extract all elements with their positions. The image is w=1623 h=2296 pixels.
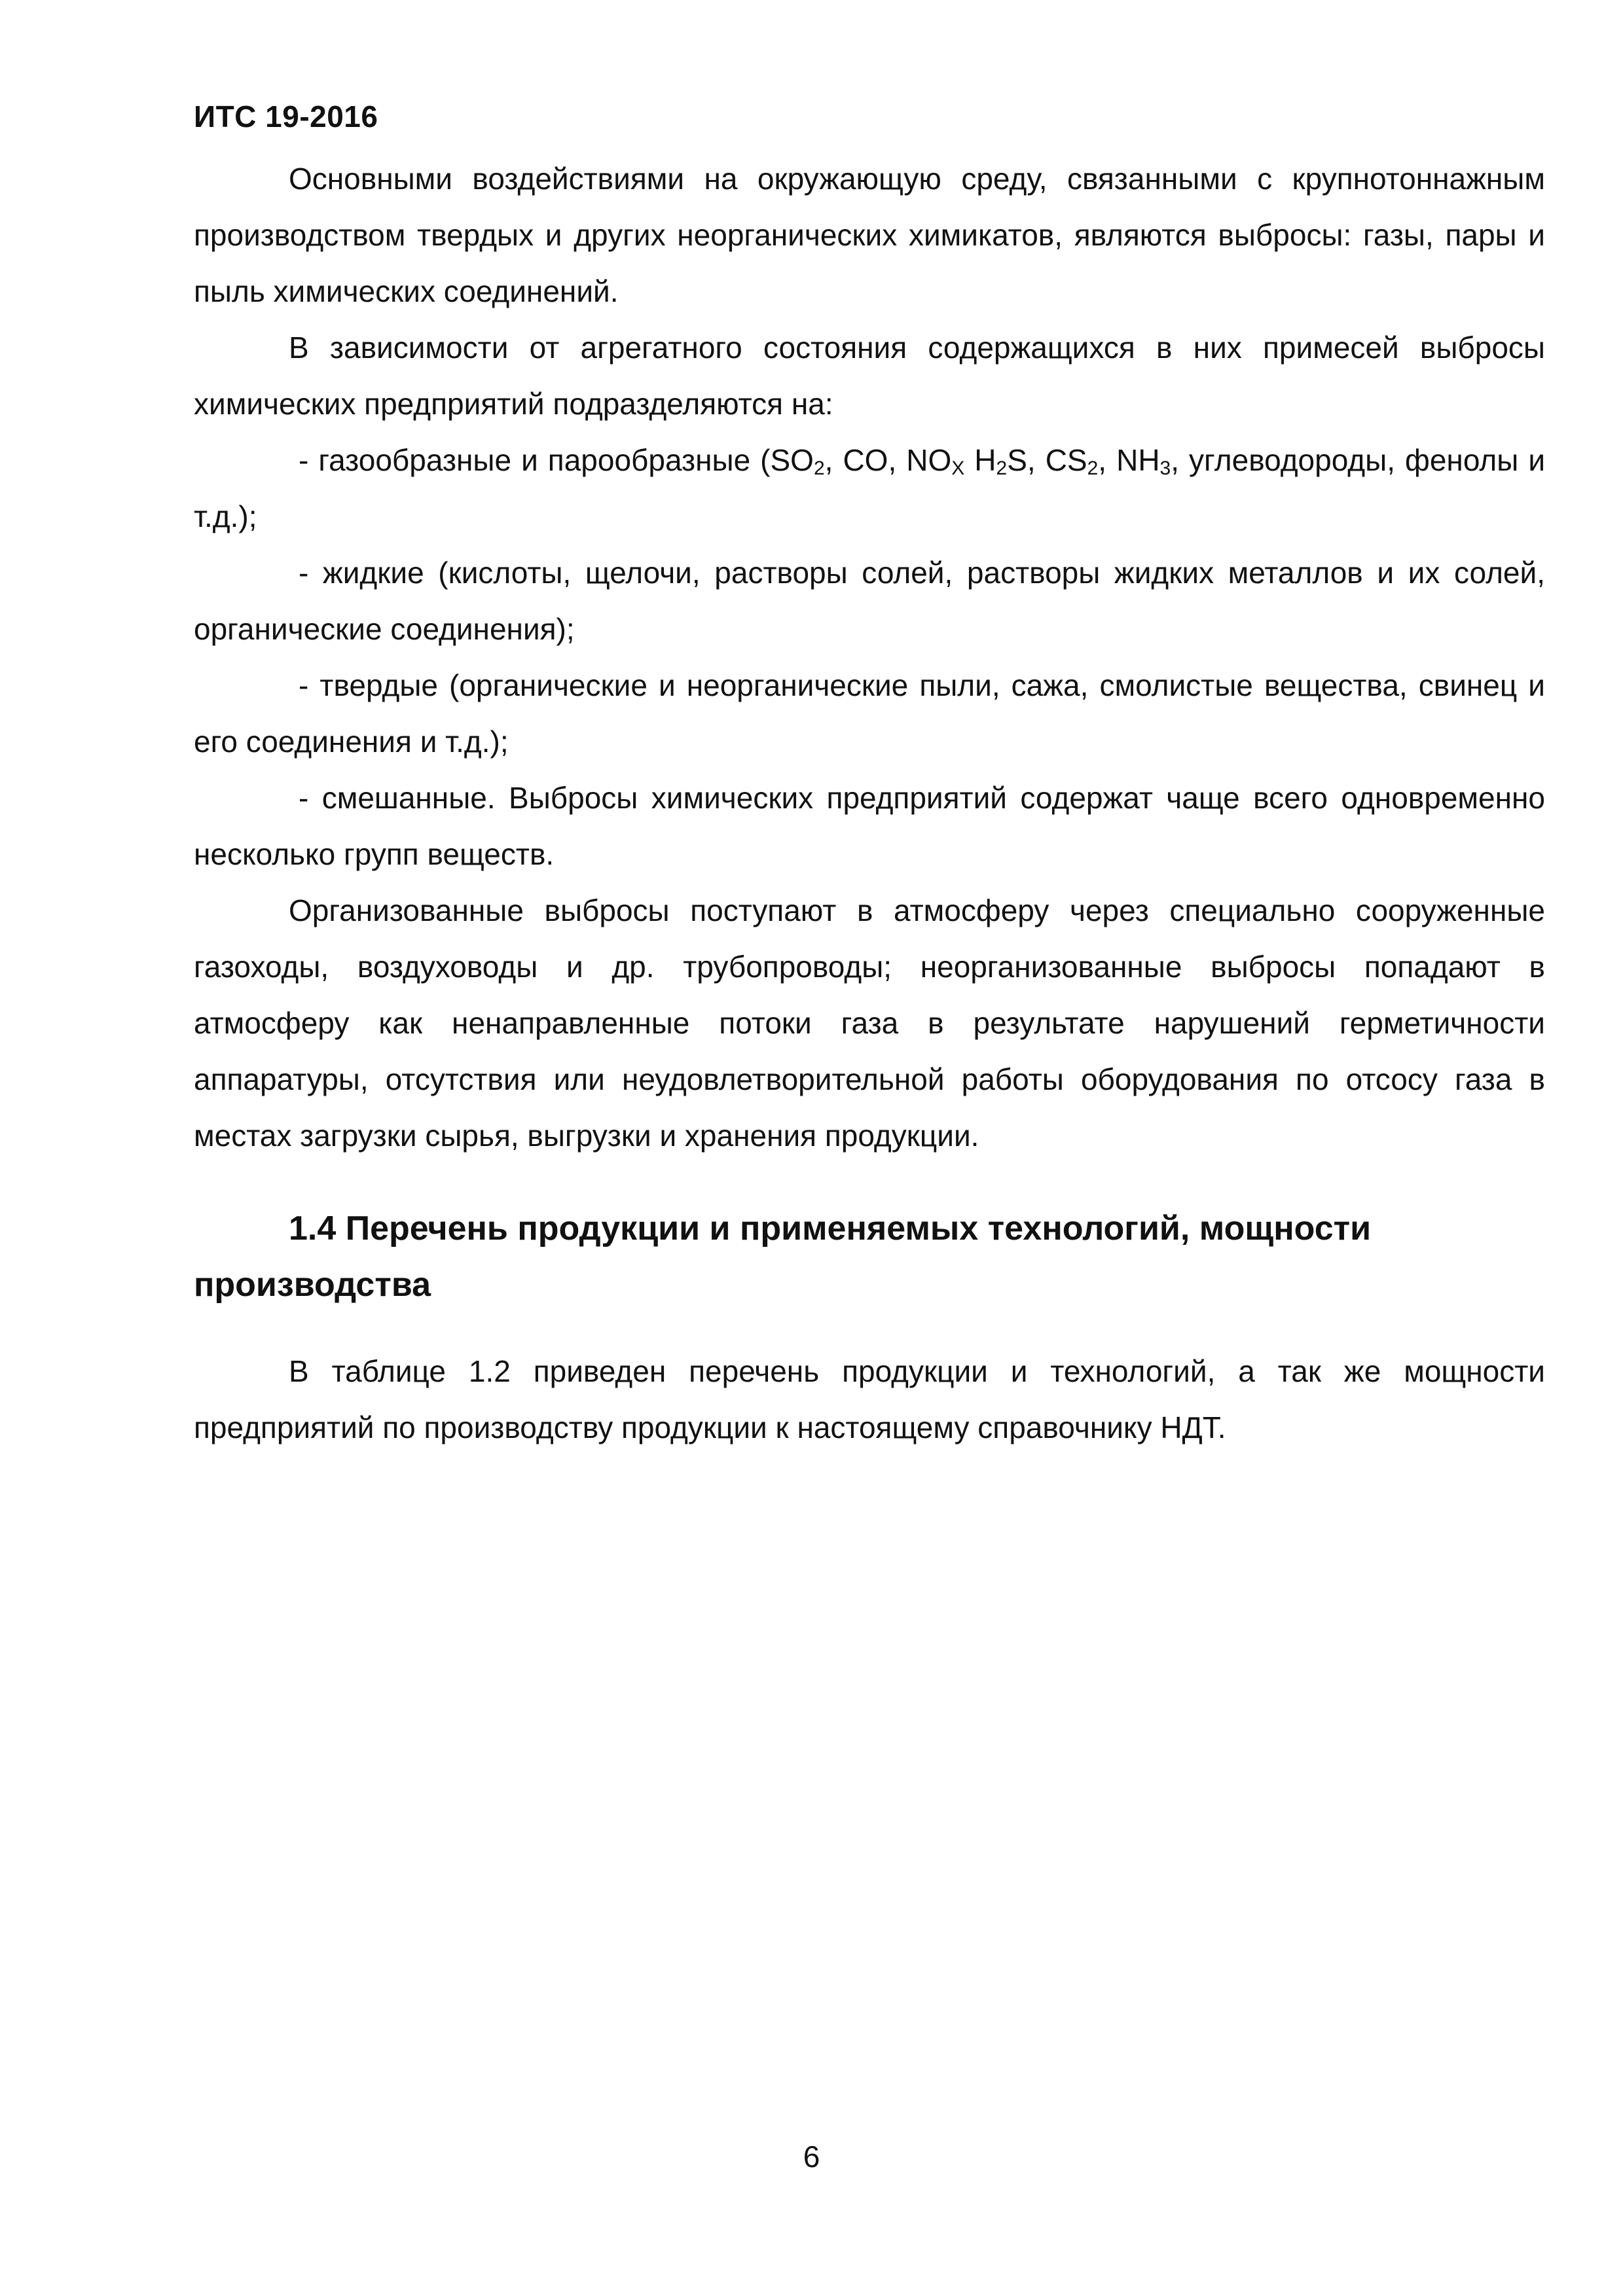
document-body (194, 151, 1545, 1456)
list-item-gaseous (194, 432, 1545, 545)
subscript-nox: X (951, 457, 965, 479)
subscript-nh3: 3 (1159, 457, 1171, 479)
subscript-so2: 2 (813, 457, 825, 479)
list-item-gaseous-text-a: - газообразные и парообразные (SO (299, 443, 814, 477)
list-item-gaseous-text-c: H (964, 443, 996, 477)
list-item-gaseous-text-e: , NH (1098, 443, 1160, 477)
list-item-gaseous-text-d: S, CS (1007, 443, 1087, 477)
list-item-mixed: - смешанные. Выбросы химических предприятий содержат чаще всего одновременно несколько групп веществ. (194, 781, 1545, 871)
subscript-h2s: 2 (996, 457, 1008, 479)
subscript-cs2: 2 (1087, 457, 1099, 479)
document-code-header: ИТС 19-2016 (194, 99, 378, 134)
paragraph-classification: В зависимости от агрегатного состояния содержащихся в них примесей выбросы химических предприятий подразделяются на: (194, 331, 1545, 421)
list-item-liquid: - жидкие (кислоты, щелочи, растворы солей, растворы жидких металлов и их солей, органические соединения); (194, 556, 1545, 646)
paragraph-impacts: Основными воздействиями на окружающую среду, связанными с крупнотоннажным производством твердых и других неорганических химикатов, являются выбросы: газы, пары и пыль химических соединений. (194, 162, 1545, 308)
list-item-gaseous-text-f: , углеводороды, фенолы и т.д.); (194, 443, 1546, 533)
list-item-gaseous-text-b: , CO, NO (824, 443, 952, 477)
section-heading: 1.4 Перечень продукции и применяемых технологий, мощности производства (194, 1210, 1372, 1304)
paragraph-emissions: Организованные выбросы поступают в атмосферу через специально сооруженные газоходы, воздуховоды и др. трубопроводы; неорганизованные выбросы попадают в атмосферу как ненаправленные потоки газа в результате нарушений герметичности аппаратуры, отсутствия или неудовлетворительной работы оборудования по отсосу газа в местах загрузки сырья, выгрузки и хранения продукции. (194, 893, 1545, 1153)
list-item-solid: - твердые (органические и неорганические пыли, сажа, смолистые вещества, свинец и его соединения и т.д.); (194, 668, 1545, 759)
paragraph-table-reference: В таблице 1.2 приведен перечень продукции и технологий, а так же мощности предприятий по производству продукции к настоящему справочнику НДТ. (194, 1354, 1545, 1444)
page-number: 6 (803, 2140, 820, 2174)
